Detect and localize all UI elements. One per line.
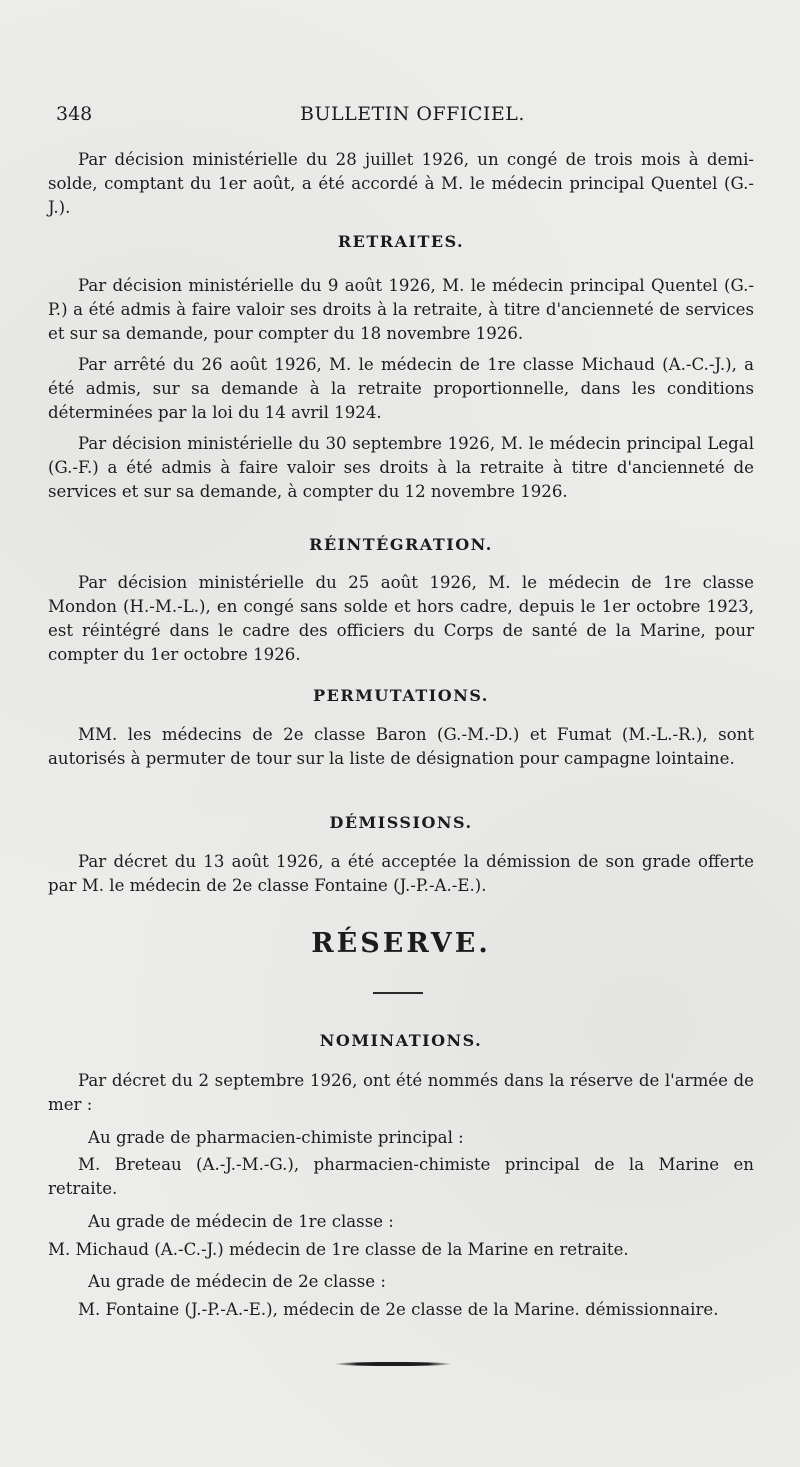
nominee-michaud: M. Michaud (A.-C.-J.) médecin de 1re classe de la Marine en retraite. (48, 1240, 629, 1259)
page-number: 348 (56, 103, 93, 125)
nominee-breteau: M. Breteau (A.-J.-M.-G.), pharmacien-chimiste principal de la Marine en retraite. (48, 1155, 754, 1198)
running-header (56, 103, 756, 133)
section-divider (373, 992, 423, 994)
heading-reintegration: RÉINTÉGRATION. (309, 535, 493, 554)
heading-nominations: NOMINATIONS. (319, 1031, 483, 1050)
reintegration-paragraph: Par décision ministérielle du 25 août 1926, M. le médecin de 1re classe Mondon (H.-M.-L.), en congé sans solde et hors cadre, depuis le 1er octobre 1923, est réintégré dans le cadre des officiers du Corps de santé de la Marine, pour compter du 1er octobre 1926. (48, 573, 754, 664)
demissions-paragraph: Par décret du 13 août 1926, a été acceptée la démission de son grade offerte par M. le médecin de 2e classe Fontaine (J.-P.-A.-E.). (48, 852, 754, 895)
heading-reserve: RÉSERVE. (311, 928, 491, 959)
intro-paragraph: Par décision ministérielle du 28 juillet 1926, un congé de trois mois à demi-solde, comptant du 1er août, a été accordé à M. le médecin principal Quentel (G.-J.). (48, 150, 754, 217)
nominations-intro: Par décret du 2 septembre 1926, ont été nommés dans la réserve de l'armée de mer : (48, 1071, 754, 1114)
heading-demissions: DÉMISSIONS. (329, 813, 473, 832)
heading-permutations: PERMUTATIONS. (313, 686, 489, 705)
nominee-fontaine: M. Fontaine (J.-P.-A.-E.), médecin de 2e classe de la Marine. démissionnaire. (78, 1300, 719, 1319)
grade-pharmacien: Au grade de pharmacien-chimiste principal : (88, 1128, 464, 1147)
retraites-paragraph-3: Par décision ministérielle du 30 septembre 1926, M. le médecin principal Legal (G.-F.) a été admis à faire valoir ses droits à la retraite à titre d'ancienneté de services et sur sa demande, à compter du 12 novembre 1926. (48, 434, 754, 501)
permutations-paragraph: MM. les médecins de 2e classe Baron (G.-M.-D.) et Fumat (M.-L.-R.), sont autorisés à permuter de tour sur la liste de désignation pour campagne lointaine. (48, 725, 754, 768)
heading-retraites: RETRAITES. (337, 232, 465, 251)
retraites-paragraph-2: Par arrêté du 26 août 1926, M. le médecin de 1re classe Michaud (A.-C.-J.), a été admis, sur sa demande à la retraite proportionnelle, dans les conditions déterminées par la loi du 14 avril 1924. (48, 355, 754, 422)
retraites-paragraph-1: Par décision ministérielle du 9 août 1926, M. le médecin principal Quentel (G.-P.) a été admis à faire valoir ses droits à la retraite, à titre d'ancienneté de services et sur sa demande, pour compter du 18 novembre 1926. (48, 276, 754, 343)
grade-medecin-1re: Au grade de médecin de 1re classe : (88, 1212, 394, 1231)
end-ornament-rule (334, 1362, 452, 1366)
bulletin-title: BULLETIN OFFICIEL. (300, 103, 525, 125)
grade-medecin-2e: Au grade de médecin de 2e classe : (88, 1272, 386, 1291)
